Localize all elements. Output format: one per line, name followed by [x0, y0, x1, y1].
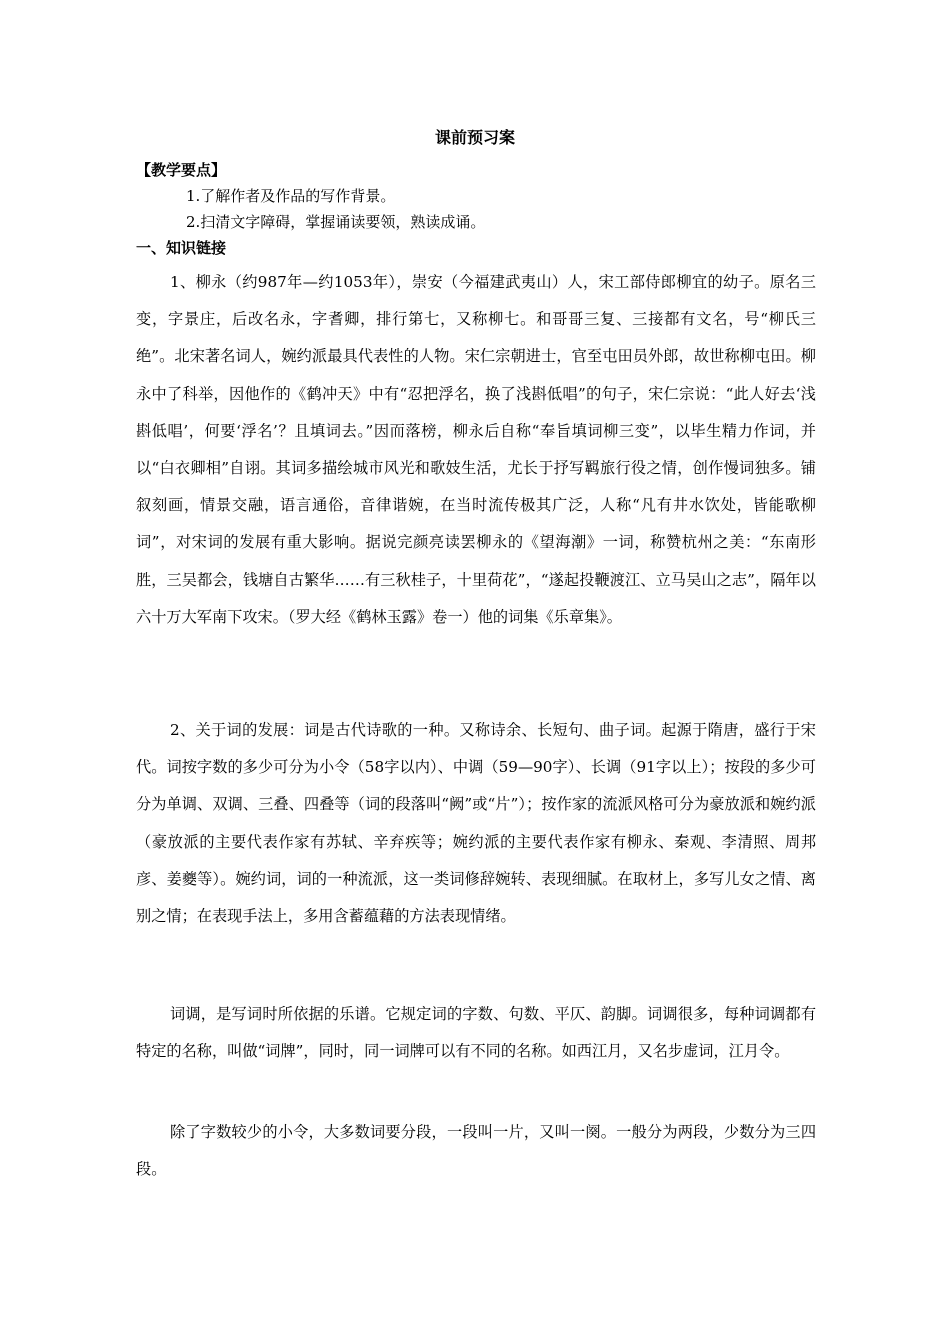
objective-item-1: 1.了解作者及作品的写作背景。: [186, 187, 396, 205]
paragraph-ci-tune: 词调，是写词时所依据的乐谱。它规定词的字数、句数、平仄、韵脚。词调很多，每种词调都有特定的名称，叫做“词牌”，同时，同一词牌可以有不同的名称。如西江月，又名步虚词，江月令。: [136, 1005, 816, 1061]
paragraph-ci-development: 2、关于词的发展：词是古代诗歌的一种。又称诗余、长短句、曲子词。起源于隋唐，盛行于宋代。词按字数的多少可分为小令（58字以内）、中调（59—90字）、长调（91字以上）；按段的多少可分为单调、双调、三叠、四叠等（词的段落叫“阙”或“片”）；按作家的流派风格可分为豪放派和婉约派（豪放派的主要代表作家有苏轼、辛弃疾等；婉约派的主要代表作家有柳永、秦观、李清照、周邦彦、姜夔等）。婉约词，词的一种流派，这一类词修辞婉转、表现细腻。在取材上，多写儿女之情、离别之情；在表现手法上，多用含蓄蕴藉的方法表现情绪。: [136, 721, 816, 926]
section-heading-knowledge-link: 一、知识链接: [136, 239, 227, 257]
paragraph-liu-yong-bio: 1、柳永（约987年—约1053年），崇安（今福建武夷山）人，宋工部侍郎柳宜的幼子。原名三变，字景庄，后改名永，字耆卿，排行第七，又称柳七。和哥哥三复、三接都有文名，号“柳氏三绝”。北宋著名词人，婉约派最具代表性的人物。宋仁宗朝进士，官至屯田员外郎，故世称柳屯田。柳永中了科举，因他作的《鹤冲天》中有“忍把浮名，换了浅斟低唱”的句子，宋仁宗说：“此人好去‘浅斟低唱’，何要‘浮名’？且填词去。”因而落榜，柳永后自称“奉旨填词柳三变”，以毕生精力作词，并以“白衣卿相”自诩。其词多描绘城市风光和歌妓生活，尤长于抒写羁旅行役之情，创作慢词独多。铺叙刻画，情景交融，语言通俗，音律谐婉，在当时流传极其广泛，人称“凡有井水饮处，皆能歌柳词”，对宋词的发展有重大影响。据说完颜亮读罢柳永的《望海潮》一词，称赞杭州之美：“东南形胜，三吴都会，钱塘自古繁华……有三秋桂子，十里荷花”，“遂起投鞭渡江、立马吴山之志”，隔年以六十万大军南下攻宋。（罗大经《鹤林玉露》卷一）他的词集《乐章集》。: [136, 273, 816, 626]
objective-item-2: 2.扫清文字障碍，掌握诵读要领，熟读成诵。: [186, 213, 486, 231]
page-title: 课前预习案: [434, 128, 515, 147]
paragraph-ci-sections: 除了字数较少的小令，大多数词要分段，一段叫一片，又叫一阕。一般分为两段，少数分为三四段。: [136, 1123, 816, 1179]
teaching-points-heading: 【教学要点】: [136, 161, 227, 179]
